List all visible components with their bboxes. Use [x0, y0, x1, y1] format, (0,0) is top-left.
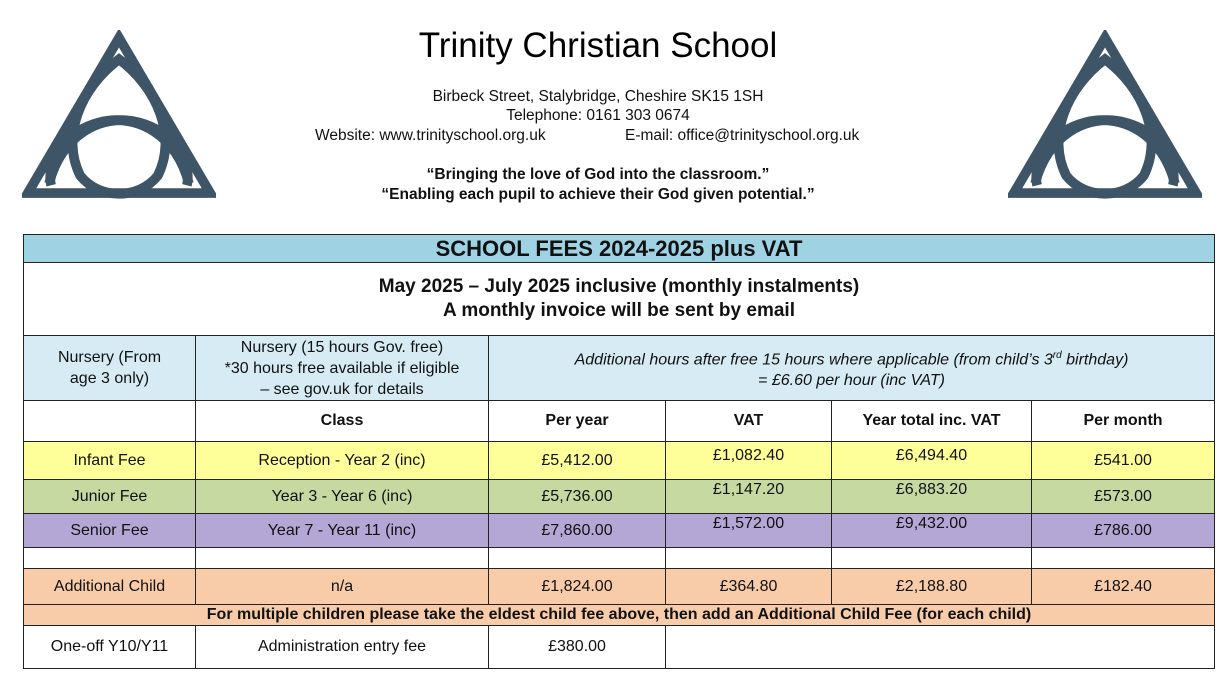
nursery-additional-line-1 [495, 345, 1208, 370]
fee-name: Infant Fee [24, 442, 196, 480]
ordinal-suffix: rd [1052, 349, 1062, 361]
fee-vat: £364.80 [666, 569, 832, 605]
one-off-fee-row [24, 626, 1215, 669]
school-telephone: Telephone: 0161 303 0674 [506, 107, 690, 124]
fee-year-total: £2,188.80 [832, 569, 1032, 605]
nursery-free-line-3: – see gov.uk for details [260, 380, 424, 398]
table-row [24, 514, 1215, 548]
spacer-cell [196, 548, 489, 569]
header-vat: VAT [666, 401, 832, 442]
fee-class: Year 7 - Year 11 (inc) [196, 514, 489, 548]
header-class: Class [196, 401, 489, 442]
nursery-row [24, 336, 1215, 401]
fee-vat: £1,147.20 [666, 480, 832, 514]
fee-name: Additional Child [24, 569, 196, 605]
fees-title: SCHOOL FEES 2024-2025 plus VAT [24, 235, 1215, 263]
fee-per-month: £182.40 [1032, 569, 1215, 605]
fee-class: n/a [196, 569, 489, 605]
nursery-additional-text-a: Additional hours after free 15 hours where applicable (from child’s 3 [574, 351, 1053, 369]
fee-name: Senior Fee [24, 514, 196, 548]
fee-vat: £1,572.00 [666, 514, 832, 548]
additional-child-row [24, 569, 1215, 605]
fee-year-total: £6,883.20 [832, 480, 1032, 514]
fee-per-month: £541.00 [1032, 442, 1215, 480]
motto-line-2: “Enabling each pupil to achieve their God given potential.” [381, 186, 815, 203]
spacer-cell [832, 548, 1032, 569]
fee-per-year: £5,412.00 [489, 442, 666, 480]
fees-table [23, 234, 1215, 669]
fee-class: Reception - Year 2 (inc) [196, 442, 489, 480]
school-name: Trinity Christian School [418, 26, 778, 65]
fee-name: Junior Fee [24, 480, 196, 514]
fee-year-total: £6,494.40 [832, 442, 1032, 480]
header-per-year: Per year [489, 401, 666, 442]
school-email: E-mail: office@trinityschool.org.uk [625, 127, 860, 144]
header-year-total: Year total inc. VAT [832, 401, 1032, 442]
fee-per-month: £786.00 [1032, 514, 1215, 548]
nursery-free-line-1: Nursery (15 hours Gov. free) [240, 338, 444, 356]
fees-subtitle-row [24, 263, 1215, 336]
table-row [24, 442, 1215, 480]
fees-subtitle-invoice: A monthly invoice will be sent by email [443, 300, 795, 321]
motto-line-1: “Bringing the love of God into the classroom.” [426, 166, 770, 183]
spacer-cell [666, 548, 832, 569]
multiple-children-note: For multiple children please take the eldest child fee above, then add an Additional Child Fee (for each child) [24, 605, 1215, 626]
spacer-cell [1032, 548, 1215, 569]
column-header-row [24, 401, 1215, 442]
fee-per-month: £573.00 [1032, 480, 1215, 514]
fee-year-total: £9,432.00 [832, 514, 1032, 548]
school-website: Website: www.trinityschool.org.uk [315, 127, 546, 144]
nursery-additional-line-2: = £6.60 per hour (inc VAT) [758, 372, 945, 390]
nursery-free-line-2: *30 hours free available if eligible [224, 359, 460, 377]
table-row [24, 480, 1215, 514]
nursery-label [24, 336, 196, 401]
fee-per-year: £5,736.00 [489, 480, 666, 514]
spacer-cell [489, 548, 666, 569]
nursery-free-hours [196, 336, 489, 401]
spacer-row [24, 548, 1215, 569]
nursery-additional-hours [489, 336, 1215, 401]
trinity-knot-triangle-icon [1008, 30, 1202, 200]
one-off-blank [666, 626, 1215, 669]
trinity-knot-triangle-icon [22, 30, 216, 200]
fee-per-year: £1,824.00 [489, 569, 666, 605]
fees-subtitle-period: May 2025 – July 2025 inclusive (monthly instalments) [378, 276, 860, 297]
fee-per-year: £380.00 [489, 626, 666, 669]
fee-class: Administration entry fee [196, 626, 489, 669]
header-blank [24, 401, 196, 442]
spacer-cell [24, 548, 196, 569]
fee-name: One-off Y10/Y11 [24, 626, 196, 669]
nursery-additional-text-b: birthday) [1061, 351, 1129, 369]
school-address: Birbeck Street, Stalybridge, Cheshire SK15 1SH [432, 88, 764, 105]
header-per-month: Per month [1032, 401, 1215, 442]
nursery-label-line-1: Nursery (From [57, 349, 162, 366]
multiple-children-note-row [24, 605, 1215, 626]
nursery-label-line-2: age 3 only) [69, 370, 150, 387]
fee-per-year: £7,860.00 [489, 514, 666, 548]
fees-subtitle [24, 263, 1215, 336]
fee-vat: £1,082.40 [666, 442, 832, 480]
fee-class: Year 3 - Year 6 (inc) [196, 480, 489, 514]
fees-title-row [24, 235, 1215, 263]
